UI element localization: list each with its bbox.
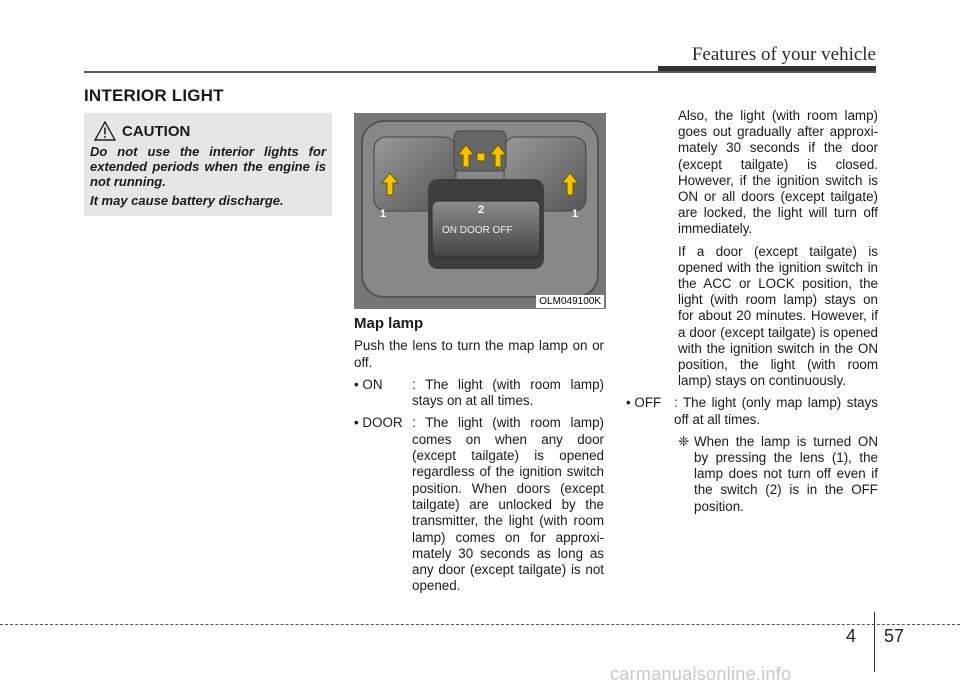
on-text: : The light (with room lamp) stays on at all times. <box>412 376 604 409</box>
caution-box <box>84 113 332 216</box>
watermark: carmanualsonline.info <box>610 664 792 684</box>
callout-2: 2 <box>478 204 485 216</box>
section-title: INTERIOR LIGHT <box>84 86 224 105</box>
map-lamp-intro: Push the lens to turn the map lamp on or off. <box>354 338 604 370</box>
chapter-number: 4 <box>846 626 857 646</box>
image-code: OLM049100K <box>536 295 604 308</box>
caution-title: CAUTION <box>122 122 191 140</box>
door-text: : The light (with room lamp) comes on when any door (except tailgate) is opened regardless of the ignition switch position. When doors (except tailgate) are unlocked by the transmitter, the light (with room lamp) comes on for approxi-mately 30 seconds as long as any door (except tailgate) is not opened. <box>412 415 604 594</box>
door-label: • DOOR <box>354 415 403 431</box>
note-text: When the lamp is turned ON by pressing the lens (1), the lamp does not turn off even if the switch (2) is in the OFF position. <box>694 433 878 514</box>
warning-icon <box>94 121 116 141</box>
callout-1-left: 1 <box>380 208 387 220</box>
header-title: Features of your vehicle <box>691 44 876 65</box>
right-column <box>626 108 878 515</box>
map-lamp-title: Map lamp <box>354 315 424 332</box>
switch-label: ON DOOR OFF <box>442 225 513 236</box>
off-text: : The light (only map lamp) stays off at all times. <box>674 395 878 427</box>
page-number: 57 <box>884 626 905 646</box>
callout-1-right: 1 <box>572 208 579 220</box>
header-rule <box>84 71 876 73</box>
off-label: • OFF <box>626 395 662 411</box>
on-label: • ON <box>354 376 383 392</box>
gradual-off-paragraph: Also, the light (with room lamp) goes out gradually after approxi-mately 30 seconds if the door (except tailgate) is closed. However, if the ignition switch is ON or all doors (except tailgate) are locked, the light will turn off immediately. <box>678 108 878 237</box>
note <box>678 434 878 515</box>
map-lamp-photo <box>354 113 606 309</box>
map-lamp-illustration <box>354 113 606 309</box>
ignition-paragraph: If a door (except tailgate) is opened with the ignition switch in the ACC or LOCK position, the light (with room lamp) stays on for about 20 minutes. However, if a door (except tailgate) is opened with the ignition switch in the ON position, the light (with room lamp) stays on continuously. <box>678 243 878 389</box>
footer-rule <box>0 624 960 625</box>
map-lamp-section <box>354 316 604 601</box>
note-icon: ❈ <box>678 433 690 449</box>
on-item <box>354 377 604 410</box>
caution-line-1: Do not use the interior lights for extended periods when the engine is not running. <box>90 144 326 189</box>
off-item <box>626 395 878 427</box>
page-divider <box>874 612 875 672</box>
door-item <box>354 415 604 594</box>
caution-line-2: It may cause battery discharge. <box>90 193 284 208</box>
